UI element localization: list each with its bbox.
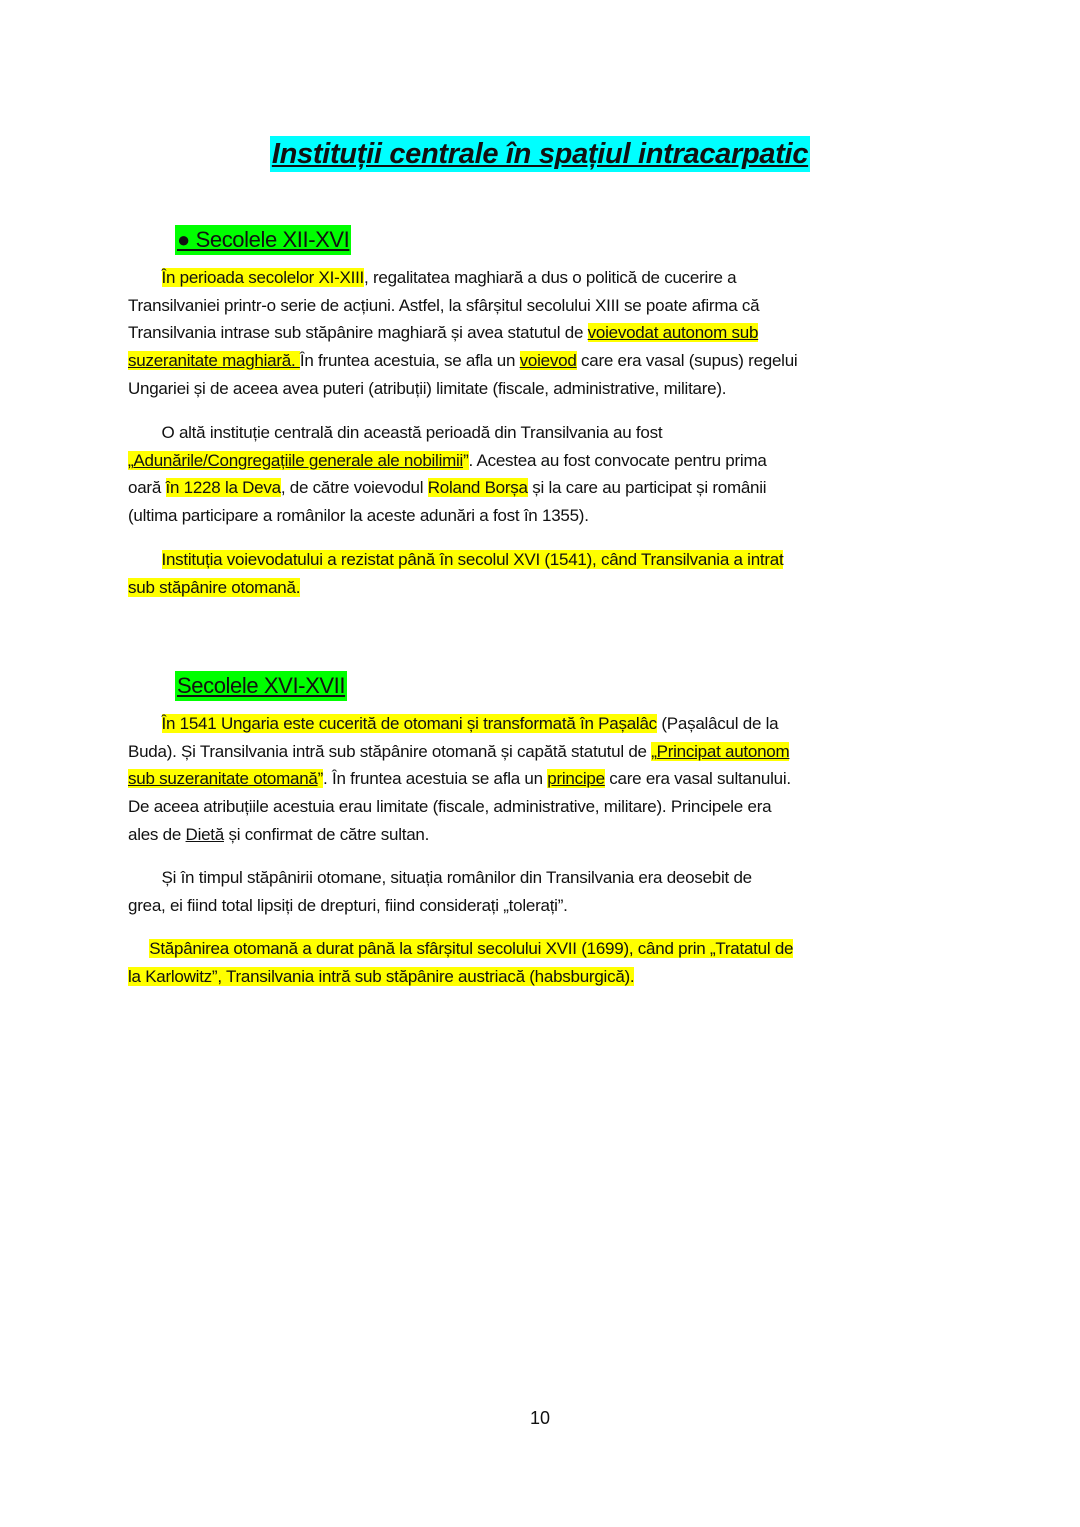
text-line: [128, 347, 797, 375]
text-segment: , de către voievodul: [280, 478, 428, 498]
text-segment: Buda). Și Transilvania intră sub stăpânire otomană și capătă statutul de: [128, 741, 652, 761]
text-segment: (Pașalâcul de la: [656, 714, 779, 733]
text-line: [128, 793, 791, 821]
text-line: [128, 502, 767, 530]
text-segment: oară: [128, 478, 166, 498]
section-heading-xvi-xvii: Secolele XVI-XVII: [175, 671, 347, 701]
text-line: [128, 419, 767, 447]
highlighted-text: voievod: [519, 351, 577, 371]
text-segment: [128, 714, 162, 733]
text-segment: De aceea atribuțiile acestuia erau limitate (fiscale, administrative, militare). Principele era: [128, 797, 772, 817]
text-line: [128, 375, 797, 403]
paragraph: [128, 419, 767, 530]
text-segment: . Acestea au fost convocate pentru prima: [468, 450, 767, 470]
text-line: [128, 574, 783, 602]
text-segment: și confirmat de către sultan.: [223, 824, 430, 844]
text-line: [128, 546, 783, 574]
text-line: [128, 892, 752, 920]
highlighted-text: ”: [463, 450, 469, 470]
paragraph: [128, 935, 793, 990]
text-segment: Dietă: [185, 824, 224, 844]
highlighted-text: În perioada secolelor XI-XIII: [161, 268, 365, 287]
highlighted-text: Instituția voievodatului a rezistat până în secolul XVI (1541), când Transilvania a intrat: [161, 550, 784, 569]
text-segment: Transilvania intrase sub stăpânire maghiară și avea statutul de: [128, 323, 588, 343]
highlighted-text: Stăpânirea otomană a durat până la sfârșitul secolului XVII (1699), când prin „Tratatul de: [149, 939, 794, 958]
section-heading-xii-xvi: ● Secolele XII-XVI: [175, 225, 351, 255]
highlighted-text: Adunările/Congregațiile generale ale nobilimii: [133, 450, 464, 470]
highlighted-text: principe: [547, 769, 605, 789]
text-segment: Transilvaniei printr-o serie de acțiuni. Astfel, la sfârșitul secolului XIII se poate afirma că: [128, 295, 760, 315]
text-segment: care era vasal (supus) regelui: [576, 351, 798, 371]
highlighted-text: Roland Borșa: [427, 478, 528, 498]
text-segment: și la care au participat și românii: [527, 478, 767, 498]
text-segment: . În fruntea acestuia se afla un: [323, 769, 548, 789]
text-line: [128, 738, 791, 766]
text-segment: (ultima participare a românilor la aceste adunări a fost în 1355).: [128, 506, 589, 526]
text-line: [128, 474, 767, 502]
document-title: Instituții centrale în spațiul intracarpatic: [271, 138, 809, 170]
text-line: [128, 765, 791, 793]
highlighted-text: sub suzeranitate otomană: [128, 769, 318, 789]
text-line: [128, 292, 797, 320]
highlighted-text: în 1228 la Deva: [165, 478, 281, 498]
highlighted-text: „: [128, 450, 134, 470]
text-line: [128, 821, 791, 849]
text-segment: [128, 268, 162, 287]
text-segment: O altă instituție centrală din această perioadă din Transilvania au fost: [128, 423, 663, 442]
highlighted-text: ”: [317, 769, 324, 789]
text-segment: Ungariei și de aceea avea puteri (atribuții) limitate (fiscale, administrative, militare).: [128, 378, 727, 398]
text-line: [128, 935, 793, 963]
text-segment: Și în timpul stăpânirii otomane, situația românilor din Transilvania era deosebit de: [128, 868, 752, 887]
highlighted-text: la Karlowitz”, Transilvania intră sub stăpânire austriacă (habsburgică).: [128, 966, 635, 986]
highlighted-text: sub stăpânire otomană.: [128, 577, 301, 597]
highlighted-text: Principat autonom: [656, 741, 790, 761]
paragraph: [128, 710, 791, 848]
paragraph: [128, 264, 797, 402]
highlighted-text: voievodat autonom sub: [587, 323, 759, 343]
text-segment: ales de: [128, 824, 186, 844]
highlighted-text: suzeranitate maghiară.: [128, 351, 300, 371]
text-line: [128, 319, 797, 347]
text-line: [128, 710, 791, 738]
paragraph: [128, 864, 752, 919]
text-line: [128, 864, 752, 892]
highlighted-text: În 1541 Ungaria este cucerită de otomani și transformată în Pașalâc: [161, 714, 657, 733]
text-segment: În fruntea acestuia, se afla un: [299, 351, 520, 371]
text-line: [128, 264, 797, 292]
text-segment: grea, ei fiind total lipsiți de drepturi, fiind considerați „tolerați”.: [128, 895, 568, 915]
highlighted-text: „: [651, 741, 657, 761]
text-line: [128, 447, 767, 475]
text-segment: , regalitatea maghiară a dus o politică de cucerire a: [364, 268, 737, 287]
text-line: [128, 963, 793, 991]
text-segment: [128, 550, 162, 569]
paragraph: [128, 546, 783, 601]
page-number: 10: [529, 1408, 551, 1428]
text-segment: care era vasal sultanului.: [604, 769, 791, 789]
text-segment: [128, 939, 149, 958]
